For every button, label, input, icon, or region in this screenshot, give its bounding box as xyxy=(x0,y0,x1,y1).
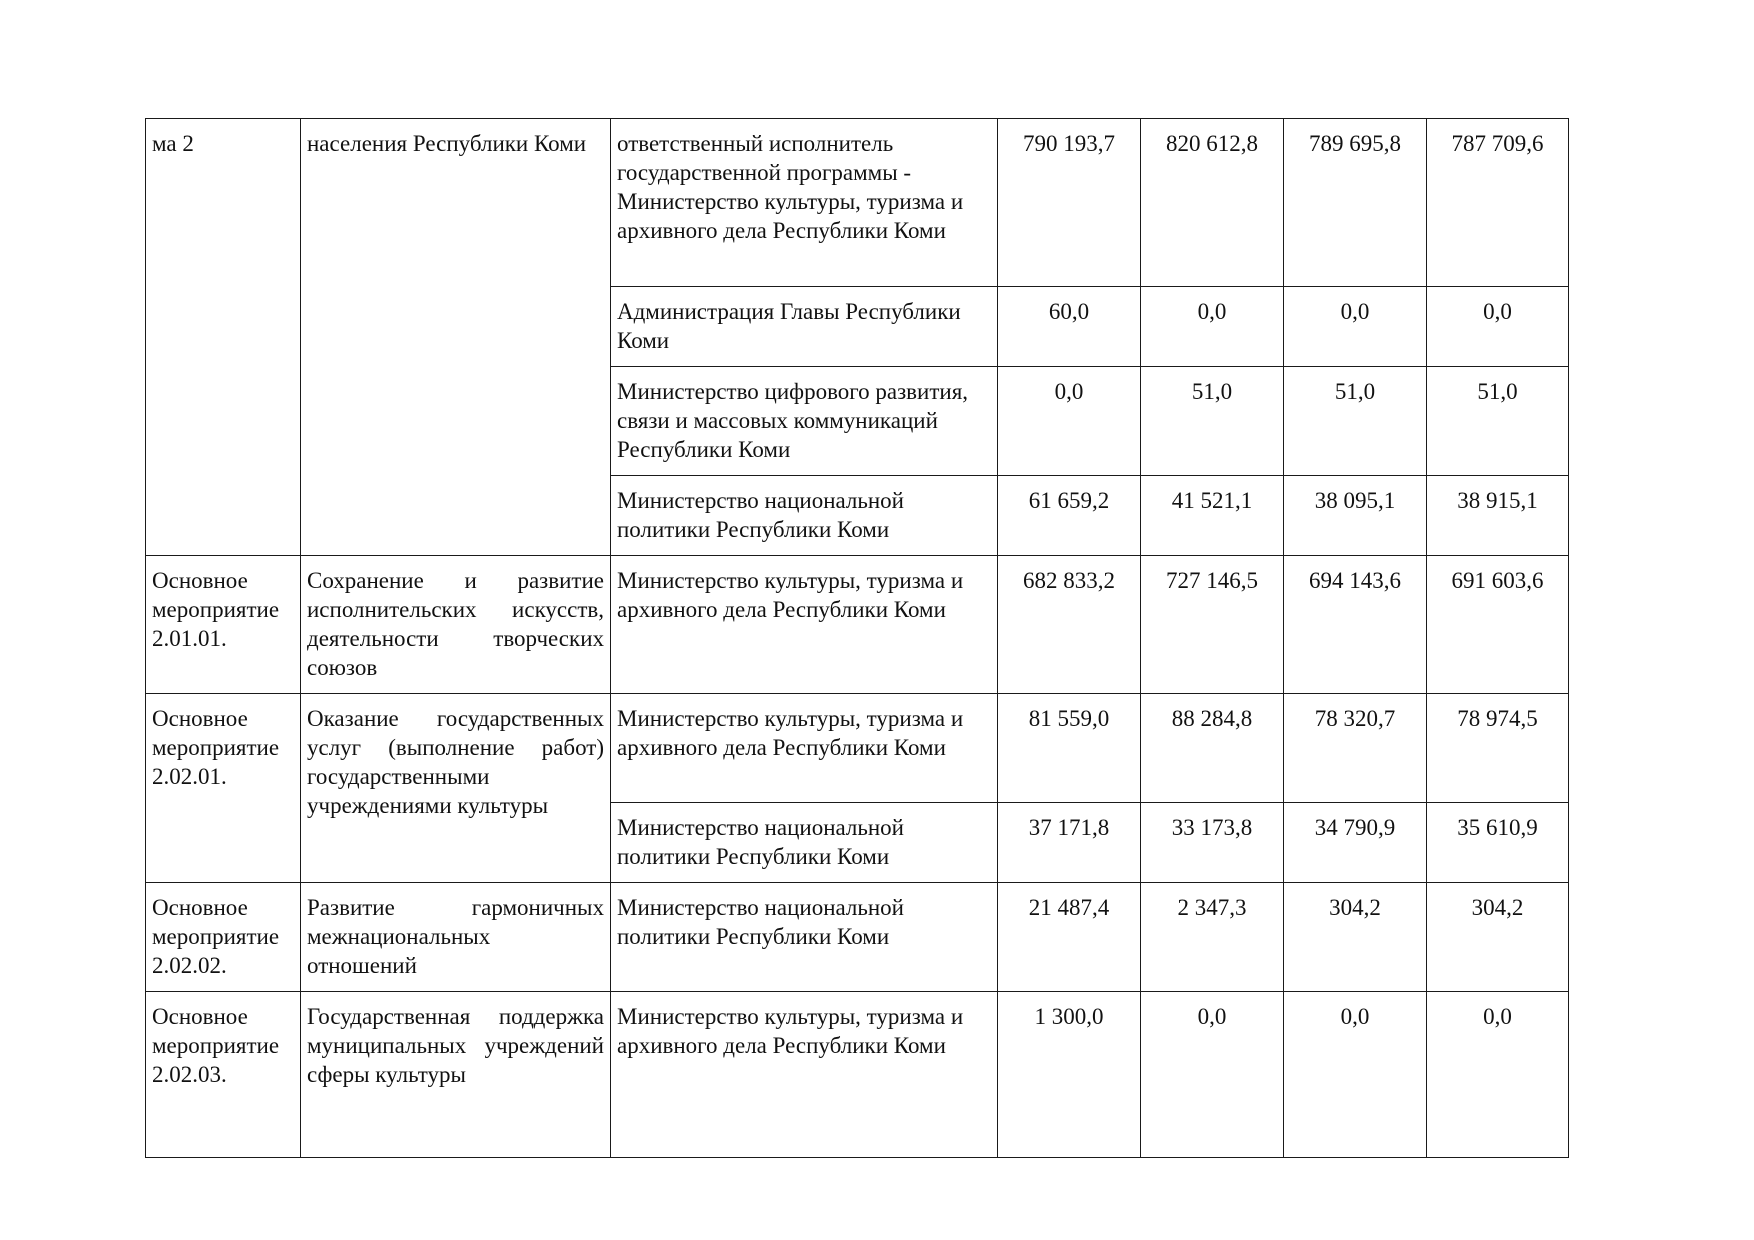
amount-cell: 694 143,6 xyxy=(1284,556,1427,694)
amount-cell: 2 347,3 xyxy=(1141,883,1284,992)
amount-cell: 78 974,5 xyxy=(1427,694,1569,803)
amount-cell: 41 521,1 xyxy=(1141,476,1284,556)
amount-cell: 38 095,1 xyxy=(1284,476,1427,556)
measure-name: Сохранение и развитие исполнительских искусств, деятельности творческих союзов xyxy=(301,556,611,694)
table-row xyxy=(146,992,1569,1158)
table-row xyxy=(146,556,1569,694)
measure-name: Государственная поддержка муниципальных учреждений сферы культуры xyxy=(301,992,611,1158)
measure-code: ма 2 xyxy=(146,119,301,556)
amount-cell: 78 320,7 xyxy=(1284,694,1427,803)
executor-name: Министерство национальной политики Республики Коми xyxy=(611,476,998,556)
executor-name: Министерство национальной политики Республики Коми xyxy=(611,803,998,883)
budget-table xyxy=(145,118,1569,1158)
amount-cell: 0,0 xyxy=(998,367,1141,476)
amount-cell: 304,2 xyxy=(1427,883,1569,992)
measure-code: Основное мероприятие 2.01.01. xyxy=(146,556,301,694)
amount-cell: 789 695,8 xyxy=(1284,119,1427,287)
table-row xyxy=(146,694,1569,803)
executor-name: Администрация Главы Республики Коми xyxy=(611,287,998,367)
measure-name: населения Республики Коми xyxy=(301,119,611,556)
executor-name: Министерство культуры, туризма и архивного дела Республики Коми xyxy=(611,556,998,694)
amount-cell: 38 915,1 xyxy=(1427,476,1569,556)
amount-cell: 727 146,5 xyxy=(1141,556,1284,694)
executor-name: Министерство национальной политики Республики Коми xyxy=(611,883,998,992)
executor-name: Министерство цифрового развития, связи и массовых коммуникаций Республики Коми xyxy=(611,367,998,476)
measure-name: Оказание государственных услуг (выполнение работ) государственными учреждениями культуры xyxy=(301,694,611,883)
amount-cell: 0,0 xyxy=(1427,287,1569,367)
amount-cell: 51,0 xyxy=(1141,367,1284,476)
amount-cell: 820 612,8 xyxy=(1141,119,1284,287)
executor-name: ответственный исполнитель государственной программы - Министерство культуры, туризма и архивного дела Республики Коми xyxy=(611,119,998,287)
amount-cell: 81 559,0 xyxy=(998,694,1141,803)
amount-cell: 0,0 xyxy=(1141,287,1284,367)
amount-cell: 21 487,4 xyxy=(998,883,1141,992)
measure-code: Основное мероприятие 2.02.02. xyxy=(146,883,301,992)
amount-cell: 34 790,9 xyxy=(1284,803,1427,883)
table-row xyxy=(146,883,1569,992)
amount-cell: 61 659,2 xyxy=(998,476,1141,556)
amount-cell: 51,0 xyxy=(1284,367,1427,476)
executor-name: Министерство культуры, туризма и архивного дела Республики Коми xyxy=(611,694,998,803)
amount-cell: 0,0 xyxy=(1141,992,1284,1158)
amount-cell: 691 603,6 xyxy=(1427,556,1569,694)
measure-code: Основное мероприятие 2.02.01. xyxy=(146,694,301,883)
executor-name: Министерство культуры, туризма и архивного дела Республики Коми xyxy=(611,992,998,1158)
amount-cell: 88 284,8 xyxy=(1141,694,1284,803)
amount-cell: 51,0 xyxy=(1427,367,1569,476)
amount-cell: 790 193,7 xyxy=(998,119,1141,287)
amount-cell: 33 173,8 xyxy=(1141,803,1284,883)
amount-cell: 682 833,2 xyxy=(998,556,1141,694)
amount-cell: 787 709,6 xyxy=(1427,119,1569,287)
amount-cell: 0,0 xyxy=(1284,992,1427,1158)
measure-name: Развитие гармоничных межнациональных отношений xyxy=(301,883,611,992)
amount-cell: 0,0 xyxy=(1284,287,1427,367)
amount-cell: 304,2 xyxy=(1284,883,1427,992)
table-row xyxy=(146,119,1569,287)
amount-cell: 35 610,9 xyxy=(1427,803,1569,883)
amount-cell: 0,0 xyxy=(1427,992,1569,1158)
amount-cell: 37 171,8 xyxy=(998,803,1141,883)
amount-cell: 1 300,0 xyxy=(998,992,1141,1158)
measure-code: Основное мероприятие 2.02.03. xyxy=(146,992,301,1158)
amount-cell: 60,0 xyxy=(998,287,1141,367)
